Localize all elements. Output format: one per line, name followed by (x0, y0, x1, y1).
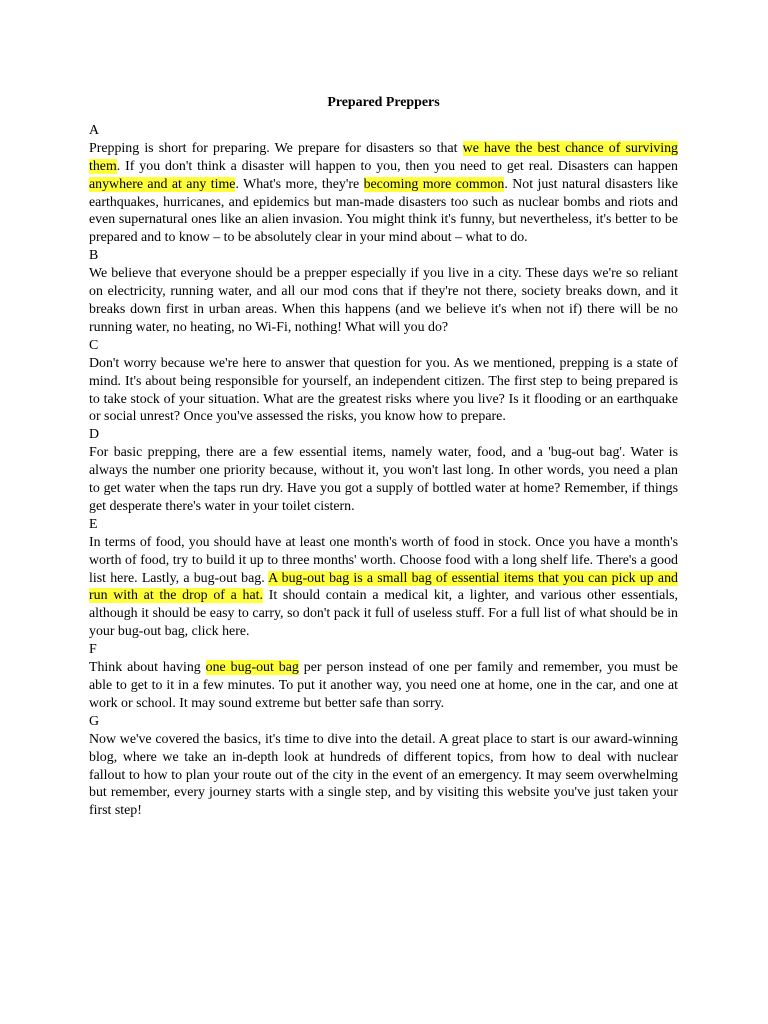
highlighted-text: one bug-out bag (205, 660, 299, 676)
section-letter: E (89, 516, 98, 532)
highlighted-text: becoming more common (363, 176, 505, 192)
section-letter: G (89, 713, 100, 729)
section-paragraph (89, 731, 678, 821)
paragraph-text: In terms of food, you should have at least one month's worth of food in stock. Once you have a month's worth of food, try to build it up to three months' worth. Choose food with a long shelf life. There's a good list here. Lastly, a bug-out bag. (89, 534, 678, 586)
section-paragraph (89, 444, 678, 516)
document-page (89, 94, 678, 820)
section-letter: B (89, 248, 99, 264)
section-paragraph (89, 355, 678, 427)
paragraph-text: Don't worry because we're here to answer that question for you. As we mentioned, prepping is a state of mind. It's about being responsible for yourself, an independent citizen. The first step to being prepared is to take stock of your situation. What are the greatest risks where you live? Is it flooding or an earthquake or social unrest? Once you've assessed the risks, you know how to prepare. (89, 355, 678, 425)
section-paragraph (89, 265, 678, 337)
paragraph-text: Think about having (89, 660, 206, 676)
paragraph-text: per person instead of one per family and remember, you must be able to get to it in a few minutes. To put it another way, you need one at home, one in the car, and one at work or school. It may sound extreme but better safe than sorry. (89, 660, 678, 711)
section-letter: A (89, 122, 100, 138)
paragraph-text: . If you don't think a disaster will happen to you, then you need to get real. Disasters can happen (116, 158, 678, 174)
section-paragraph (89, 140, 678, 247)
paragraph-text: . What's more, they're (235, 176, 364, 192)
paragraph-text: We believe that everyone should be a prepper especially if you live in a city. These days we're so reliant on electricity, running water, and all our mod cons that if they're not there, society breaks down, and it breaks down first in urban areas. When this happens (and we believe it's when not if) there will be no running water, no heating, no Wi-Fi, nothing! What will you do? (89, 266, 678, 335)
document-body (89, 122, 678, 820)
section-letter: D (89, 427, 100, 443)
section-paragraph (89, 659, 678, 713)
paragraph-text: Now we've covered the basics, it's time to dive into the detail. A great place to start is our award-winning blog, where we take an in-depth look at hundreds of different topics, from how to deal with nuclear fallout to how to plan your route out of the city in the event of an emergency. It may seem overwhelming but remember, every journey starts with a single step, and by visiting this website you've just taken your first step! (89, 731, 678, 819)
section-letter: F (89, 642, 97, 658)
highlighted-text: anywhere and at any time (89, 176, 236, 192)
paragraph-text: . Not just natural disasters like earthquakes, hurricanes, and epidemics but man-made disasters too such as nuclear bombs and riots and even supernatural ones like an alien invasion. You might think it's funny, but nevertheless, it's better to be prepared and to know – to be absolutely clear in your mind about – what to do. (89, 176, 678, 246)
section-paragraph (89, 534, 678, 641)
paragraph-text: It should contain a medical kit, a lighter, and various other essentials, although it should be easy to carry, so don't pack it full of useless stuff. For a full list of what should be in your bug-out bag, click here. (89, 588, 678, 640)
paragraph-text: Prepping is short for preparing. We prepare for disasters so that (89, 140, 463, 156)
document-title: Prepared Preppers (327, 95, 440, 110)
section-letter: C (89, 337, 99, 353)
highlighted-text: we have the best chance of surviving them (89, 140, 678, 174)
highlighted-text: A bug-out bag is a small bag of essential items that you can pick up and run with at the drop of a hat. (89, 570, 678, 604)
paragraph-text: For basic prepping, there are a few essential items, namely water, food, and a 'bug-out bag'. Water is always the number one priority because, without it, you won't last long. In other words, you need a plan to get water when the taps run dry. Have you got a supply of bottled water at home? Remember, if things get desperate there's water in your toilet cistern. (89, 445, 678, 514)
